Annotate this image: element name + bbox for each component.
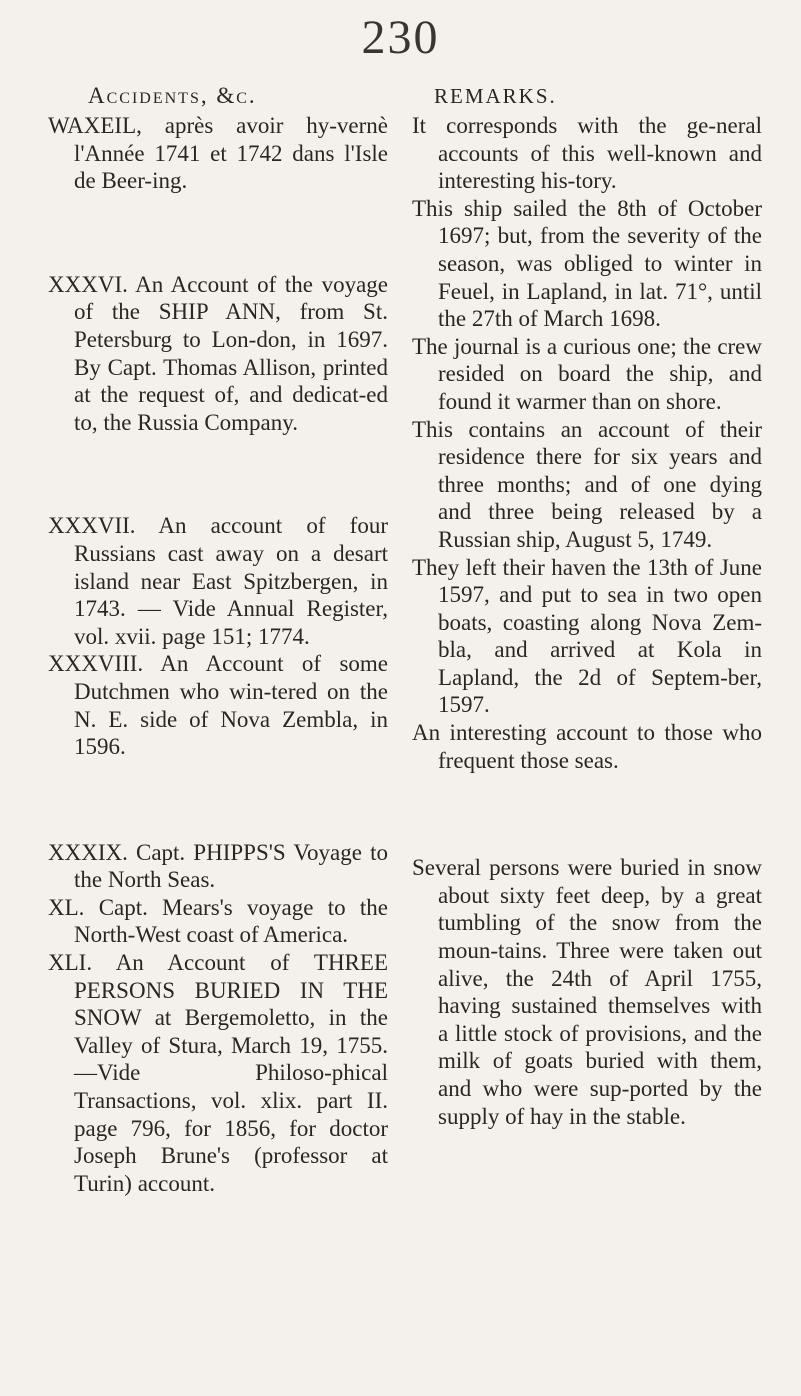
entry-right-1: It corresponds with the ge-neral accounts of this well-known and interesting his-tory. [412,113,762,194]
spacer [48,436,388,512]
left-column-header: Accidents, &c. [88,83,257,108]
entry-left-3: XXXVII. An account of four Russians cast away on a desart island near East Spitzbergen, in 1743. — Vide Annual Register, vol. xvii. page 151; 1774. [48,513,388,649]
right-column-header: REMARKS. [434,84,557,108]
page-number: 230 [361,11,440,64]
entry-left-5: XXXIX. Capt. PHIPPS'S Voyage to the North Seas. [48,839,388,893]
entry-left-6: XL. Capt. Mears's voyage to the North-West coast of America. [48,894,388,948]
entry-left-4: XXXVIII. An Account of some Dutchmen who win-tered on the N. E. side of Nova Zembla, in 1596. [48,651,388,760]
entry-right-7: Several persons were buried in snow about sixty feet deep, by a great tumbling of the snow from the moun-tains. Three were taken out alive, the 24th of April 1755, having sustained themselves with a little stock of provisions, and the milk of goats buried with them, and who were sup-ported by the supply of hay in the stable. [412,855,762,1129]
spacer [48,195,388,271]
entry-right-4: This contains an account of their residence there for six years and three months; and of one dying and three being released by a Russian ship, August 5, 1749. [412,416,762,552]
entry-right-3: The journal is a curious one; the crew resided on board the ship, and found it warmer than on shore. [412,333,762,414]
entry-right-6: An interesting account to those who frequent those seas. [412,720,762,773]
entry-right-2: This ship sailed the 8th of October 1697; but, from the severity of the season, was obliged to winter in Feuel, in Lapland, in lat. 71°, until the 27th of March 1698. [412,195,762,332]
spacer [412,774,762,854]
left-column [48,82,388,1197]
spacer [48,761,388,839]
right-column [412,82,762,1130]
entry-left-7: XLI. An Account of THREE PERSONS BURIED IN THE SNOW at Bergemoletto, in the Valley of Stura, March 19, 1755.—Vide Philoso-phical Transactions, vol. xlix. part II. page 796, for 1856, for doctor Joseph Brune's (professor at Turin) account. [48,950,388,1196]
entry-left-2: XXXVI. An Account of the voyage of the SHIP ANN, from St. Petersburg to Lon-don, in 1697. By Capt. Thomas Allison, printed at the request of, and dedicat-ed to, the Russia Company. [48,271,388,435]
entry-left-1: WAXEIL, après avoir hy-vernè l'Année 1741 et 1742 dans l'Isle de Beer-ing. [48,113,388,194]
entry-right-5: They left their haven the 13th of June 1597, and put to sea in two open boats, coasting along Nova Zem-bla, and arrived at Kola in Lapland, the 2d of Septem-ber, 1597. [412,554,762,718]
